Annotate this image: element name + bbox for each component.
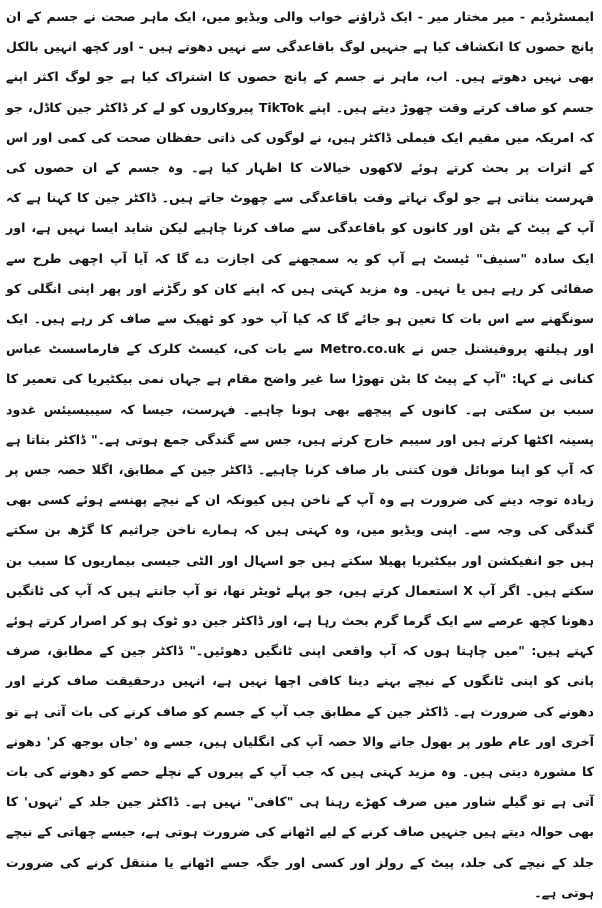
article-body-text: ایمسٹرڈیم - میر مختار میر - ایک ڈراؤنے خواب والی ویڈیو میں، ایک ماہر صحت نے جسم کے ان پانچ حصوں کا انکشاف کیا ہے جنہیں لوگ باقاعدگی سے نہیں دھوتے ہیں - اور کچھ انہیں بالکل بھی نہیں دھوتے ہیں۔ اب، ماہر نے جسم کے پانچ حصوں کا اشتراک کیا ہے جو لوگ اکثر اپنے جسم کو صاف کرتے وقت چھوڑ دیتے ہیں۔ اپنے TikTok پیروکاروں کو لے کر ڈاکٹر جین کاڈل، جو کہ امریکہ میں مقیم ایک فیملی ڈاکٹر ہیں، نے لوگوں کی ذاتی حفظان صحت کی کمی اور اس کے اثرات پر بحث کرتے ہوئے لاکھوں خیالات کا اظہار کیا ہے۔ وہ جسم کے ان حصوں کی فہرست بناتی ہے جو لوگ نہاتے وقت باقاعدگی سے چھوٹ جاتے ہیں۔ ڈاکٹر جین کا کہنا ہے کہ آپ کے پیٹ کے بٹن اور کانوں کو باقاعدگی سے صاف کرنا چاہیے لیکن شاید ایسا نہیں ہے، اور ایک سادہ "سنیف" ٹیسٹ ہے آپ کو یہ سمجھنے کی اجازت دے گا کہ آیا آپ اچھی طرح سے صفائی کر رہے ہیں یا نہیں۔ وہ مزید کہتی ہیں کہ اپنے کان کو رگڑنے اور پھر اپنی انگلی کو سونگھنے سے اس بات کا تعین ہو جائے گا کہ کیا آپ خود کو ٹھیک سے صاف کر رہے ہیں۔ ایک اور ہیلتھ پروفیشنل جس نے Metro.co.uk سے بات کی، کیسٹ کلرک کے فارماسسٹ عباس کنانی نے کہا: "آپ کے پیٹ کا بٹن تھوڑا سا غیر واضح مقام ہے جہاں نمی بیکٹیریا کی تعمیر کا سبب بن سکتی ہے۔ کانوں کے پیچھے بھی ہونا چاہیے۔ فہرست، جیسا کہ سیبیسیئس غدود پسینہ اکٹھا کرتے ہیں اور سیبم خارج کرتے ہیں، جس سے گندگی جمع ہوتی ہے۔" ڈاکٹر بتاتا ہے کہ آپ کو اپنا موبائل فون کتنی بار صاف کرنا چاہیے۔ ڈاکٹر جین کے مطابق، اگلا حصہ جس پر زیادہ توجہ دینے کی ضرورت ہے وہ آپ کے ناخن ہیں کیونکہ ان کے نیچے پھنسے ہوئے کسی بھی گندگی کی وجہ سے۔ اپنی ویڈیو میں، وہ کہتی ہیں کہ ہمارے ناخن جراثیم کا گڑھ بن سکتے ہیں جو انفیکشن اور بیکٹیریا پھیلا سکتے ہیں جو اسہال اور الٹی جیسی بیماریوں کا سبب بن سکتے ہیں۔ اگر آپ X استعمال کرتے ہیں، جو پہلے ٹویٹر تھا، تو آپ جانتے ہیں کہ آپ کی ٹانگیں دھونا کچھ عرصے سے ایک گرما گرم بحث رہا ہے، اور ڈاکٹر جین دو ٹوک ہو کر اصرار کرتے ہوئے کہتے ہیں: "میں چاہتا ہوں کہ آپ واقعی اپنی ٹانگیں دھوئیں۔" ڈاکٹر جین کے مطابق، صرف پانی کو اپنی ٹانگوں کے نیچے بہنے دینا کافی اچھا نہیں ہے، انہیں درحقیقت صاف کرنے اور دھونے کی ضرورت ہے۔ ڈاکٹر جین کے مطابق جب آپ کے جسم کو صاف کرنے کی بات آتی ہے تو آخری اور عام طور پر بھول جانے والا حصہ آپ کی انگلیاں ہیں، جسے وہ 'جان بوجھ کر' دھونے کا مشورہ دیتی ہیں۔ وہ مزید کہتی ہیں کہ جب آپ کے پیروں کے نچلے حصے کو دھونے کی بات آتی ہے تو گیلے شاور میں صرف کھڑے رہنا ہی "کافی" نہیں ہے۔ ڈاکٹر جین جلد کے 'تہوں' کا بھی حوالہ دیتے ہیں جنہیں صاف کرنے کے لیے اٹھانے کی ضرورت ہوتی ہے، جیسے چھاتی کے نیچے جلد کے نیچے کی جلد، پیٹ کے رولز اور کسی اور جگہ جسے اٹھانے یا منتقل کرنے کی ضرورت ہوتی ہے۔ (6, 9, 594, 900)
